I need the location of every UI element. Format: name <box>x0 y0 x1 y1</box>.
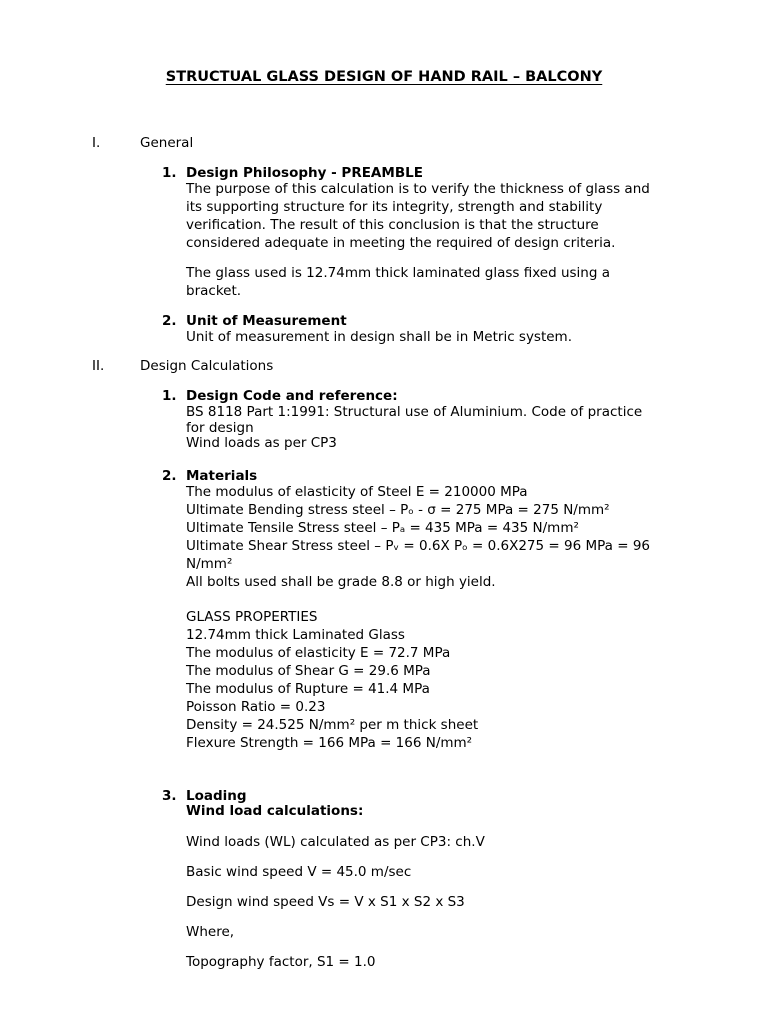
item-number: 2. <box>162 313 177 329</box>
section-heading: Design Calculations <box>140 358 274 374</box>
paragraph-line: Where, <box>186 924 235 940</box>
paragraph-line: Basic wind speed V = 45.0 m/sec <box>186 864 412 880</box>
paragraph-line: Wind loads (WL) calculated as per CP3: ch.V <box>186 834 485 850</box>
item-subheading: Wind load calculations: <box>186 803 364 819</box>
document-title: STRUCTUAL GLASS DESIGN OF HAND RAIL – BALCONY <box>165 69 603 85</box>
paragraph-line: The modulus of elasticity of Steel E = 210000 MPa <box>186 484 528 500</box>
paragraph-line: The glass used is 12.74mm thick laminated glass fixed using a <box>186 265 610 281</box>
item-heading: Materials <box>186 468 258 484</box>
item-number: 1. <box>162 165 177 181</box>
item-heading: Loading <box>186 788 247 804</box>
glass-properties-heading: GLASS PROPERTIES <box>186 609 318 625</box>
paragraph-line: All bolts used shall be grade 8.8 or high yield. <box>186 574 496 590</box>
paragraph-line: for design <box>186 420 254 436</box>
item-number: 1. <box>162 388 177 404</box>
paragraph-line: The purpose of this calculation is to verify the thickness of glass and <box>186 181 650 197</box>
paragraph-line: BS 8118 Part 1:1991: Structural use of Aluminium. Code of practice <box>186 404 643 420</box>
paragraph-line: considered adequate in meeting the required of design criteria. <box>186 235 616 251</box>
paragraph-line: bracket. <box>186 283 242 299</box>
section-heading: General <box>140 135 194 151</box>
item-heading: Unit of Measurement <box>186 313 347 329</box>
paragraph-line: N/mm² <box>186 556 233 572</box>
item-number: 2. <box>162 468 177 484</box>
item-heading: Design Code and reference: <box>186 388 398 404</box>
paragraph-line: Design wind speed Vs = V x S1 x S2 x S3 <box>186 894 465 910</box>
paragraph-line: 12.74mm thick Laminated Glass <box>186 627 405 643</box>
paragraph-line: The modulus of Shear G = 29.6 MPa <box>186 663 431 679</box>
paragraph-line: Ultimate Shear Stress steel – Pᵥ = 0.6X Pₒ = 0.6X275 = 96 MPa = 96 <box>186 538 651 554</box>
paragraph-line: Topography factor, S1 = 1.0 <box>186 954 376 970</box>
paragraph-line: Poisson Ratio = 0.23 <box>186 699 326 715</box>
item-heading: Design Philosophy - PREAMBLE <box>186 165 423 181</box>
paragraph-line: Flexure Strength = 166 MPa = 166 N/mm² <box>186 735 473 751</box>
item-number: 3. <box>162 788 177 804</box>
section-number: I. <box>92 135 101 151</box>
paragraph-line: Ultimate Tensile Stress steel – Pₐ = 435 MPa = 435 N/mm² <box>186 520 579 536</box>
paragraph-line: verification. The result of this conclusion is that the structure <box>186 217 599 233</box>
paragraph-line: Density = 24.525 N/mm² per m thick sheet <box>186 717 479 733</box>
paragraph-line: Unit of measurement in design shall be in Metric system. <box>186 329 573 345</box>
paragraph-line: The modulus of Rupture = 41.4 MPa <box>186 681 430 697</box>
paragraph-line: Ultimate Bending stress steel – Pₒ - σ = 275 MPa = 275 N/mm² <box>186 502 610 518</box>
section-number: II. <box>92 358 105 374</box>
paragraph-line: its supporting structure for its integrity, strength and stability <box>186 199 603 215</box>
paragraph-line: Wind loads as per CP3 <box>186 435 337 451</box>
paragraph-line: The modulus of elasticity E = 72.7 MPa <box>186 645 451 661</box>
